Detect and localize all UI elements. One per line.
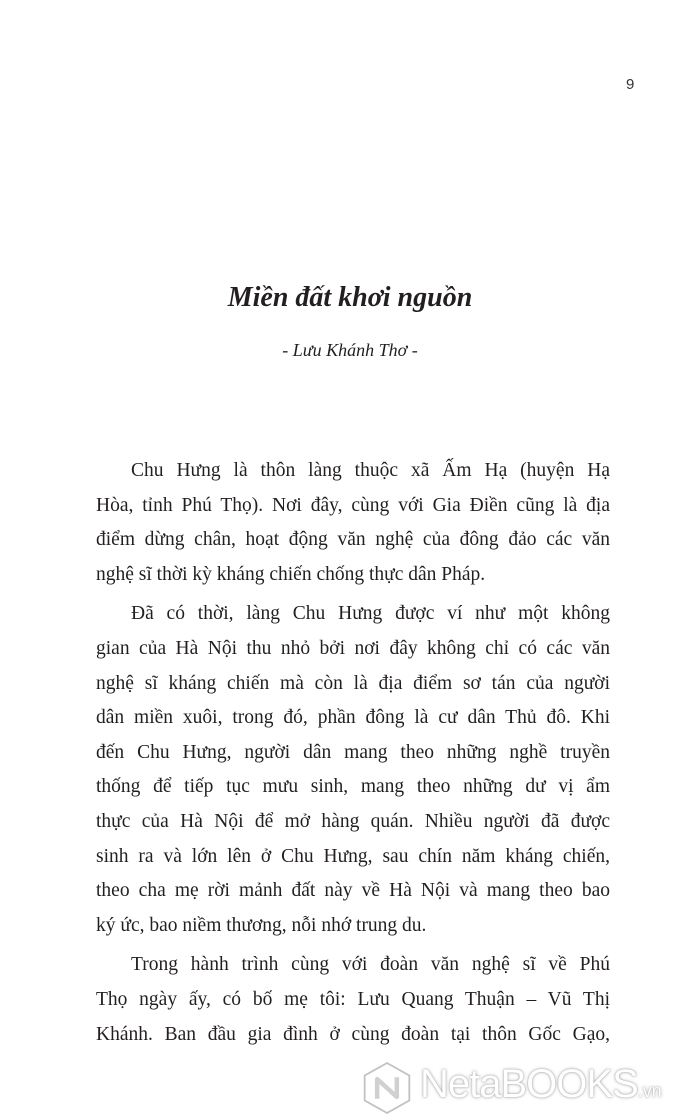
watermark-logo	[362, 1060, 662, 1115]
netabooks-logo-icon	[362, 1061, 412, 1115]
text-line: nghệ sĩ kháng chiến mà còn là địa điểm sơ tán của người	[96, 672, 610, 694]
text-line: điểm dừng chân, hoạt động văn nghệ của đông đảo các văn	[96, 529, 610, 551]
text-line: Hòa, tỉnh Phú Thọ). Nơi đây, cùng với Gia Điền cũng là địa	[96, 494, 610, 516]
text-line: Khánh. Ban đầu gia đình ở cùng đoàn tại thôn Gốc Gạo,	[96, 1023, 610, 1045]
text-line: sinh ra và lớn lên ở Chu Hưng, sau chín năm kháng chiến,	[96, 845, 610, 867]
text-line: gian của Hà Nội thu nhỏ bởi nơi đây không chỉ có các văn	[96, 637, 610, 659]
text-line: Chu Hưng là thôn làng thuộc xã Ấm Hạ (huyện Hạ	[131, 460, 610, 481]
paragraph	[96, 948, 610, 1052]
chapter-author: - Lưu Khánh Thơ -	[282, 340, 418, 360]
paragraph	[96, 454, 610, 592]
text-line: Thọ ngày ấy, có bố mẹ tôi: Lưu Quang Thuận – Vũ Thị	[96, 988, 610, 1010]
page-number: 9	[626, 76, 635, 93]
text-line: theo cha mẹ rời mảnh đất này về Hà Nội và mang theo bao	[96, 880, 610, 902]
chapter-title: Miền đất khơi nguồn	[227, 282, 473, 313]
paragraph	[96, 597, 610, 943]
text-line: Trong hành trình cùng với đoàn văn nghệ sĩ về Phú	[131, 954, 610, 976]
text-line: thực của Hà Nội để mở hàng quán. Nhiều người đã được	[96, 810, 610, 832]
text-line: đến Chu Hưng, người dân mang theo những nghề truyền	[96, 741, 610, 763]
text-line: dân miền xuôi, trong đó, phần đông là cư dân Thủ đô. Khi	[96, 707, 610, 729]
text-line: Đã có thời, làng Chu Hưng được ví như một không	[131, 603, 610, 625]
body-text	[96, 454, 610, 1057]
text-line: thống để tiếp tục mưu sinh, mang theo những dư vị ẩm	[96, 776, 610, 798]
watermark-text: NetaBOOKS.vn	[420, 1062, 662, 1106]
text-line: nghệ sĩ thời kỳ kháng chiến chống thực dân Pháp.	[96, 563, 486, 585]
text-line: ký ức, bao niềm thương, nỗi nhớ trung du.	[96, 914, 427, 936]
